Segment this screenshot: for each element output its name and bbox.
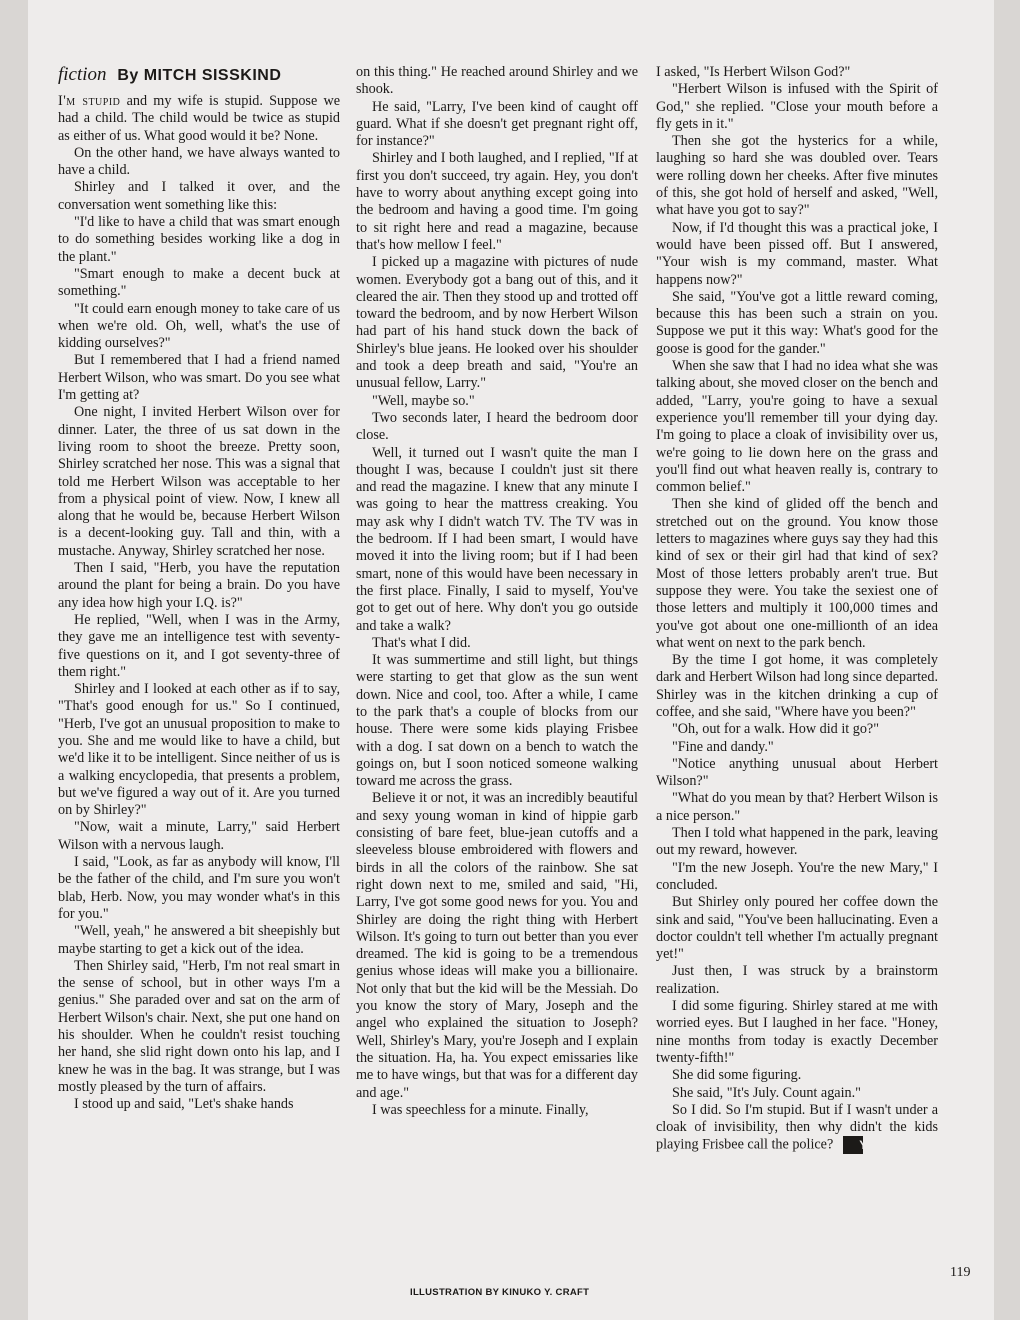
paragraph: Then I told what happened in the park, leaving out my reward, however. xyxy=(656,825,938,859)
text-column-1 xyxy=(58,64,340,1114)
paragraph: Then Shirley said, "Herb, I'm not real smart in the sense of school, but in other ways I'm a genius." She paraded over and sat on the arm of Herbert Wilson's chair. Next, she put one hand on his shoulder. When he couldn't resist touching her hand, she slid right down onto his lap, and I knew he was in the bag. It was strange, but I was mostly pleased by the turn of affairs. xyxy=(58,957,340,1095)
paragraph: She said, "It's July. Count again." xyxy=(672,1084,861,1101)
paragraph: It was summertime and still light, but things were starting to get that glow as the sun went down. Nice and cool, too. After a while, I came to the park that's a couple of blocks from our house. There were some kids playing Frisbee with a dog. I sat down on a bench to watch the goings on, but I soon noticed someone walking toward me across the grass. xyxy=(356,652,638,790)
paragraph: On the other hand, we have always wanted to have a child. xyxy=(58,144,340,179)
paragraph: Two seconds later, I heard the bedroom door close. xyxy=(356,409,638,444)
paragraph: I was speechless for a minute. Finally, xyxy=(372,1101,589,1118)
paragraph: "It could earn enough money to take care of us when we're old. Oh, well, what's the use of kidding ourselves?" xyxy=(58,300,340,352)
page-edge-left xyxy=(0,0,28,1320)
column-2-paragraphs xyxy=(356,99,638,1120)
paragraph: Believe it or not, it was an incredibly beautiful and sexy young woman in kind of hippie garb consisting of bare feet, blue-jean cutoffs and a sleeveless blouse embroidered with flowers and birds in all the colors of the rainbow. She sat right down next to me, smiled and said, "Hi, Larry, I've got some good news for you. You and Shirley are doing the right thing with Herbert Wilson. It's going to turn out better than you ever dreamed. The kid is going to be a tremendous genius whose ideas will make you a billionaire. Not only that but the kid will be the Messiah. Do you know the story of Mary, Joseph and the angel who explained the situation to Joseph? Well, Shirley's Mary, you're Joseph and I explain the situation. Ha, ha. You expect emissaries like me to have wings, but that was for a different day and age." xyxy=(356,790,638,1101)
paragraph: So I did. So I'm stupid. But if I wasn't under a cloak of invisibility, then why didn't the kids playing Frisbee call the police? Y xyxy=(656,1101,938,1153)
paragraph: Well, it turned out I wasn't quite the man I thought I was, because I couldn't just sit there and read the magazine. I knew that any minute I was going to hear the mattress creaking. You may ask why I didn't watch TV. The TV was in the bedroom. If I had been smart, I would have moved it into the living room; but if I had been smart, none of this would have been necessary in the first place. Finally, I said to myself, You've got to get out of here. Why don't you go outside and take a walk? xyxy=(356,444,638,634)
paragraph: When she saw that I had no idea what she was talking about, she moved closer on the bench and added, "Larry, you're going to have a sexual experience you'll remember till your dying day. I'm going to place a cloak of invisibility over us, we're going to lie down here on the grass and you'll find out what heaven really is, contrary to common belief." xyxy=(656,358,938,496)
illustration-credit: ILLUSTRATION BY KINUKO Y. CRAFT xyxy=(410,1287,590,1298)
paragraph: "Now, wait a minute, Larry," said Herbert Wilson with a nervous laugh. xyxy=(58,819,340,853)
author-name: By MITCH SISSKIND xyxy=(117,67,282,84)
byline xyxy=(58,64,340,87)
continuation-paragraph: I asked, "Is Herbert Wilson God?" xyxy=(656,64,851,80)
continuation-paragraph: on this thing." He reached around Shirley and we shook. xyxy=(356,64,638,98)
paragraph: She said, "You've got a little reward coming, because this has been such a strain on you. Suppose we put it this way: What's good for the goose is good for the gander." xyxy=(656,288,938,357)
paragraph: That's what I did. xyxy=(372,634,471,651)
paragraph: Then she got the hysterics for a while, laughing so hard she was doubled over. Tears were rolling down her cheeks. After five minutes of this, she got hold of herself and asked, "Well, what have you got to say?" xyxy=(656,133,938,219)
paragraph: "Smart enough to make a decent buck at something." xyxy=(58,265,340,300)
paragraph: "Well, yeah," he answered a bit sheepishly but maybe starting to get a kick out of the idea. xyxy=(58,923,340,957)
paragraph: By the time I got home, it was completely dark and Herbert Wilson had long since departed. Shirley was in the kitchen drinking a cup of coffee, and she said, "Where have you been?" xyxy=(656,652,938,720)
end-mark-icon: Y xyxy=(843,1136,863,1154)
paragraph: One night, I invited Herbert Wilson over for dinner. Later, the three of us sat down in the living room to shoot the breeze. Pretty soon, Shirley scratched her nose. This was a signal that told me Herbert Wilson was acceptable to her from a physical point of view. Now, I knew all along that he would be, because Herbert Wilson is a decent-looking guy. Tall and thin, with a mustache. Anyway, Shirley scratched her nose. xyxy=(58,404,340,559)
column-3-paragraphs xyxy=(656,81,938,1154)
paragraph: She did some figuring. xyxy=(672,1067,802,1084)
paragraph: Shirley and I talked it over, and the conversation went something like this: xyxy=(58,179,340,213)
opening-smallcaps: I'm stupid xyxy=(58,93,121,109)
column-1-paragraphs xyxy=(58,145,340,1114)
paragraph: "Fine and dandy." xyxy=(672,738,774,755)
paragraph: Just then, I was struck by a brainstorm realization. xyxy=(656,963,938,997)
paragraph: Then she kind of glided off the bench and stretched out on the ground. You know those letters to magazines where guys say they had this kind of sex or their girl had that kind of sex? Most of those letters probably aren't true. But suppose they were. You take the sexiest one of those letters and multiply it 100,000 times and you've got about one one-millionth of an idea what went on next to the park bench. xyxy=(656,496,938,651)
paragraph: "I'd like to have a child that was smart enough to do something besides working like a dog in the plant." xyxy=(58,214,340,265)
opening-paragraph xyxy=(58,93,340,145)
paragraph: But Shirley only poured her coffee down the sink and said, "You've been hallucinating. Even a doctor couldn't tell whether I'm actually pregnant yet!" xyxy=(656,894,938,963)
paragraph: He replied, "Well, when I was in the Army, they gave me an intelligence test with seventy-five questions on it, and I got seventy-three of them right." xyxy=(58,611,340,680)
paragraph: "I'm the new Joseph. You're the new Mary," I concluded. xyxy=(656,859,938,893)
page-edge-right xyxy=(994,0,1020,1320)
paragraph: "Notice anything unusual about Herbert Wilson?" xyxy=(656,755,938,790)
paragraph: He said, "Larry, I've been kind of caught off guard. What if she doesn't get pregnant right off, for instance?" xyxy=(356,98,638,150)
paragraph: I did some figuring. Shirley stared at me with worried eyes. But I laughed in her face. "Honey, nine months from today is exactly December twenty-fifth!" xyxy=(656,998,938,1066)
paragraph: Then I said, "Herb, you have the reputation around the plant for being a brain. Do you have any idea how high your I.Q. is?" xyxy=(58,560,340,611)
paragraph: "Herbert Wilson is infused with the Spirit of God," she replied. "Close your mouth before a fly gets in it." xyxy=(656,81,938,132)
paragraph: Shirley and I both laughed, and I replied, "If at first you don't succeed, try again. Hey, you don't have to worry about anything except going into the bedroom and having a good time. I'm going to sit right here and read a magazine, because that's how mellow I feel." xyxy=(356,150,638,253)
paragraph: Now, if I'd thought this was a practical joke, I would have been pissed off. But I answered, "Your wish is my command, master. What happens now?" xyxy=(656,219,938,288)
paragraph: But I remembered that I had a friend named Herbert Wilson, who was smart. Do you see what I'm getting at? xyxy=(58,352,340,404)
paragraph: Shirley and I looked at each other as if to say, "That's good enough for us." So I continued, "Herb, I've got an unusual proposition to make to you. She and me would like to have a child, but we'd like it to be intelligent. Since neither of us is a walking encyclopedia, that presents a problem, but we've figured a way out of it. Are you turned on by Shirley?" xyxy=(58,681,340,819)
opening-text: and my wife is stupid. Suppose we had a child. The child would be twice as stupid as either of us. What good would it be? None. xyxy=(58,93,340,144)
paragraph: I stood up and said, "Let's shake hands xyxy=(74,1096,294,1113)
text-column-2 xyxy=(356,64,638,1119)
text-column-3 xyxy=(656,64,938,1154)
paragraph: "Oh, out for a walk. How did it go?" xyxy=(672,721,880,738)
page-number: 119 xyxy=(950,1265,971,1280)
paragraph: "Well, maybe so." xyxy=(372,392,475,409)
paragraph: I said, "Look, as far as anybody will know, I'll be the father of the child, and I'm sure you won't blab, Herb. Now, you may wonder what's in this for you." xyxy=(58,854,340,922)
section-label: fiction xyxy=(58,64,107,85)
paragraph: "What do you mean by that? Herbert Wilson is a nice person." xyxy=(656,790,938,824)
paragraph: I picked up a magazine with pictures of nude women. Everybody got a bang out of this, and it cleared the air. Then they stood up and trotted off toward the bedroom, and by now Herbert Wilson had part of his hand stuck down the back of Shirley's blue jeans. He looked over his shoulder and took a deep breath and said, "You're an unusual fellow, Larry." xyxy=(356,254,638,392)
